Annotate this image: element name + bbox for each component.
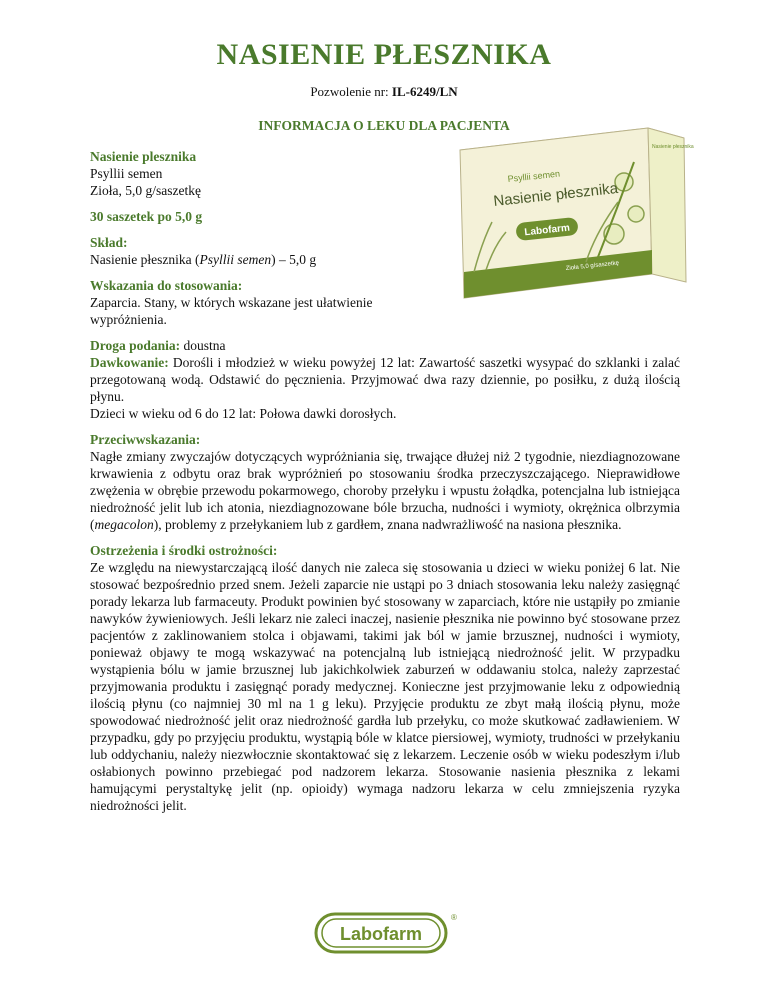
box-latin-text: Psyllii semen bbox=[507, 168, 561, 184]
precautions-text: Ze względu na niewystarczającą ilość danych nie zaleca się stosowania u dzieci w wieku poniżej 6 lat. Nie stosować bezpośrednio przed snem. Jeżeli zaparcie nie ustąpi po 3 dniach stosowania leku należy zasięgnąć porady lekarza lub farmaceuty. Produkt powinien być stosowany w zaparciach, które nie ustąpiły po zmianie nawyków żywieniowych. Jeśli lekarz nie zaleci inaczej, nasienie płesznika nie powinno być stosowane przez pacjentów z zaklinowaniem stolca i objawami, takimi jak ból w jamie brzusznej, nudności i wymioty, ponieważ objawy te mogą wskazywać na potencjalną lub istniejącą niedrożność jelit. W przypadku wystąpienia bólu w jamie brzusznej lub jakichkolwiek zaburzeń w oddawaniu stolca, należy zaprzestać przyjmowania produktu i zasięgnąć porady medycznej. Konieczne jest przyjmowanie leku z odpowiednią ilością płynu (co najmniej 30 ml na 1 g leku). Przyjęcie produktu ze zbyt małą ilością płynu, może spowodować niedrożność jelit oraz niedrożność gardła lub przełyku, co może skutkować zadławieniem. W przypadku, gdy po przyjęciu produktu, wystąpią bóle w klatce piersiowej, wymioty, trudności w przełykaniu lub oddychaniu, należy niezwłocznie skontaktować się z lekarzem. Leczenie osób w wieku podeszłym i/lub osłabionych powinno przebiegać pod nadzorem lekarza. Stosowanie nasienia płesznika z lekami hamującymi perystaltykę jelit (np. opioidy) wymaga nadzoru lekarza w celu zmniejszenia ryzyka niedrożności jelit. bbox=[90, 560, 680, 813]
registered-mark: ® bbox=[451, 913, 457, 922]
indications-line-1: Zaparcia. Stany, w których wskazane jest ułatwienie bbox=[90, 295, 373, 310]
route-line bbox=[90, 337, 680, 354]
composition-text bbox=[90, 251, 680, 268]
contraindications-megacolon: megacolon bbox=[94, 517, 154, 532]
box-brand-text: Labofarm bbox=[523, 222, 571, 239]
dosage-text: Dorośli i młodzież w wieku powyżej 12 lat: Zawartość saszetki wysypać do szklanki i zalać przegotowaną wodą. Odstawić do pęcznienia. Przyjmować dwa razy dziennie, po posiłku, z dużą ilością płynu. bbox=[90, 355, 680, 404]
permit-line bbox=[0, 84, 768, 100]
children-dosage: Dzieci w wieku od 6 do 12 lat: Połowa dawki dorosłych. bbox=[90, 406, 397, 421]
composition-latin: Psyllii semen bbox=[199, 252, 272, 267]
composition-text-b: ) – 5,0 g bbox=[271, 252, 317, 267]
dosage-label: Dawkowanie: bbox=[90, 355, 169, 370]
box-name-text: Nasienie płesznika bbox=[492, 179, 619, 210]
product-form: Zioła, 5,0 g/saszetkę bbox=[90, 183, 201, 198]
labofarm-logo-svg bbox=[310, 908, 460, 958]
box-footer-text: Zioła 5,0 g/saszetkę bbox=[565, 260, 620, 272]
indications-title: Wskazania do stosowania: bbox=[90, 278, 243, 293]
indications-line-2: wypróżnienia. bbox=[90, 312, 167, 327]
contraindications-text bbox=[90, 448, 680, 533]
package-size: 30 saszetek po 5,0 g bbox=[90, 209, 203, 224]
document-title: NASIENIE PŁESZNIKA bbox=[216, 38, 552, 71]
leaflet-subtitle: INFORMACJA O LEKU DLA PACJENTA bbox=[258, 118, 510, 133]
leaflet-content bbox=[90, 148, 680, 814]
permit-number: IL-6249/LN bbox=[391, 84, 458, 99]
product-latin: Psyllii semen bbox=[90, 166, 163, 181]
labofarm-logo bbox=[310, 908, 460, 958]
contraindications-title: Przeciwwskazania: bbox=[90, 432, 201, 447]
contraindications-text-a: Nagłe zmiany zwyczajów dotyczących wypróżniania się, trwające dłużej niż 2 tygodnie, niezdiagnozowane krwawienia z odbytu oraz brak wypróżnień po stosowaniu środka przeczyszczającego. Nieprawidłowe zwężenia w obrębie przewodu pokarmowego, choroby przełyku i wpustu żołądka, potencjalna lub istniejąca niedrożność jelit lub ich atonia, niezdiagnozowane bóle brzucha, nudności i wymioty, okrężnica olbrzymia ( bbox=[90, 449, 680, 532]
precautions-title: Ostrzeżenia i środki ostrożności: bbox=[90, 543, 278, 558]
dosage-paragraph bbox=[90, 354, 680, 405]
logo-brand-text: Labofarm bbox=[339, 924, 423, 944]
composition-title: Skład: bbox=[90, 235, 128, 250]
route-label: Droga podania: bbox=[90, 338, 181, 353]
composition-text-a: Nasienie płesznika ( bbox=[90, 252, 200, 267]
contraindications-text-b: ), problemy z przełykaniem lub z gardłem, znana nadwrażliwość na nasiona płesznika. bbox=[153, 517, 622, 532]
permit-label: Pozwolenie nr: bbox=[310, 84, 392, 99]
route-value: doustna bbox=[180, 338, 226, 353]
product-name: Nasienie plesznika bbox=[90, 149, 197, 164]
box-side-text: Nasienie płesznika bbox=[652, 144, 694, 150]
